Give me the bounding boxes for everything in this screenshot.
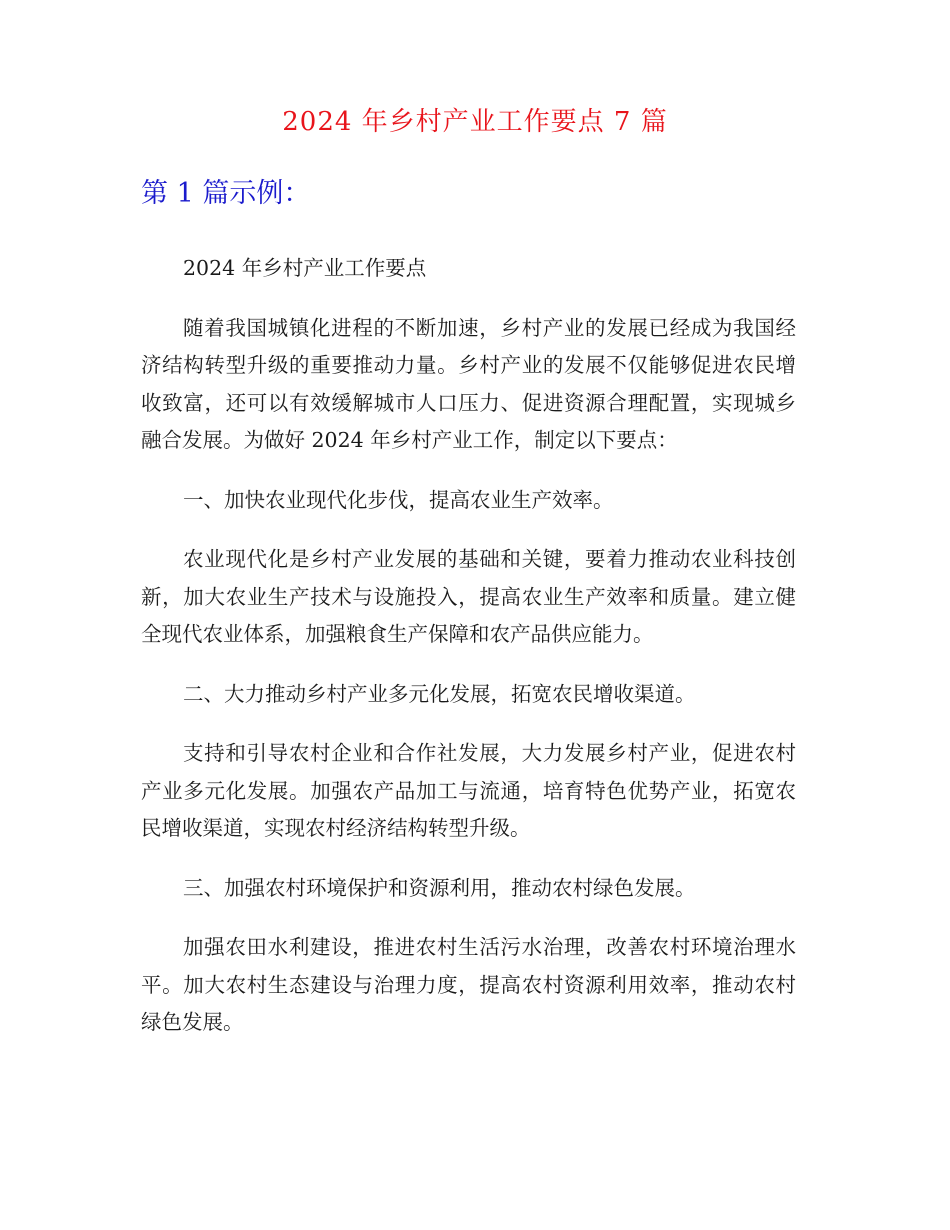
- point-heading-1: 一、加快农业现代化步伐，提高农业生产效率。: [183, 487, 614, 512]
- point-heading-2: 二、大力推动乡村产业多元化发展，拓宽农民增收渠道。: [183, 681, 696, 706]
- document-title: 2024 年乡村产业工作要点 7 篇: [282, 107, 668, 137]
- document-body: [141, 250, 796, 1064]
- section-heading: 第 1 篇示例：: [141, 178, 311, 209]
- point-body-2: 支持和引导农村企业和合作社发展，大力发展乡村产业，促进农村产业多元化发展。加强农产品加工与流通，培育特色优势产业，拓宽农民增收渠道，实现农村经济结构转型升级。: [141, 741, 796, 840]
- point-body-1: 农业现代化是乡村产业发展的基础和关键，要着力推动农业科技创新，加大农业生产技术与设施投入，提高农业生产效率和质量。建立健全现代农业体系，加强粮食生产保障和农产品供应能力。: [141, 547, 796, 646]
- point-heading-3: 三、加强农村环境保护和资源利用，推动农村绿色发展。: [183, 875, 696, 900]
- subtitle-paragraph: 2024 年乡村产业工作要点: [183, 256, 427, 280]
- intro-paragraph: 随着我国城镇化进程的不断加速，乡村产业的发展已经成为我国经济结构转型升级的重要推动力量。乡村产业的发展不仅能够促进农民增收致富，还可以有效缓解城市人口压力、促进资源合理配置，实现城乡融合发展。为做好 2024 年乡村产业工作，制定以下要点：: [141, 315, 796, 452]
- point-body-3: 加强农田水利建设，推进农村生活污水治理，改善农村环境治理水平。加大农村生态建设与治理力度，提高农村资源利用效率，推动农村绿色发展。: [141, 935, 796, 1034]
